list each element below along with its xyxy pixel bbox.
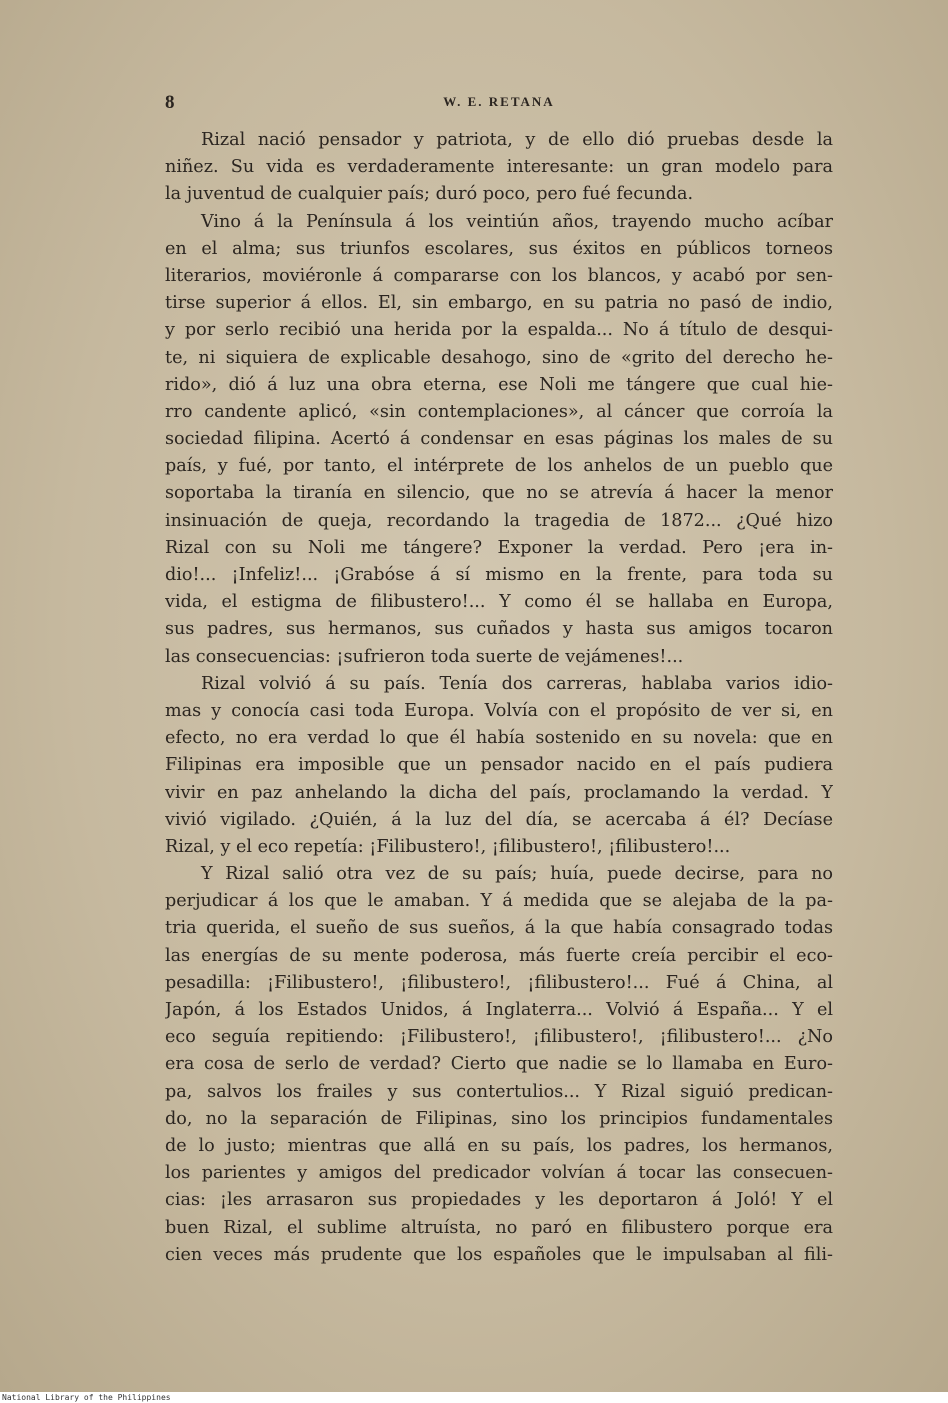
text-line: mas y conocía casi toda Europa. Volvía con el propósito de ver si, en [165,700,833,721]
text-line: los parientes y amigos del predicador volvían á tocar las consecuen- [165,1163,833,1184]
text-line: era cosa de serlo de verdad? Cierto que nadie se lo llamaba en Euro- [165,1054,833,1075]
text-line: y por serlo recibió una herida por la espalda... No á título de desqui- [165,320,833,341]
text-line: rido», dió á luz una obra eterna, ese Noli me tángere que cual hie- [165,374,833,395]
text-line: pa, salvos los frailes y sus contertulios... Y Rizal siguió predican- [165,1081,833,1102]
page-header [165,92,833,112]
text-line: Rizal, y el eco repetía: ¡Filibustero!, ¡filibustero!, ¡filibustero!... [165,836,731,857]
footer-credit: National Library of the Philippines [2,1393,171,1402]
text-line: de lo justo; mientras que allá en su país, los padres, los hermanos, [165,1135,833,1156]
text-line: Y Rizal salió otra vez de su país; huía, puede decirse, para no [201,864,833,885]
text-line: cias: ¡les arrasaron sus propiedades y les deportaron á Joló! Y el [165,1190,833,1211]
text-line: insinuación de queja, recordando la tragedia de 1872... ¿Qué hizo [165,510,833,531]
text-line: país, y fué, por tanto, el intérprete de los anhelos de un pueblo que [165,456,833,477]
text-line: dio!... ¡Infeliz!... ¡Grabóse á sí mismo en la frente, para toda su [165,565,833,585]
text-line: tria querida, el sueño de sus sueños, á la que había consagrado todas [165,918,833,939]
text-line: Japón, á los Estados Unidos, á Inglaterra... Volvió á España... Y el [165,1000,833,1020]
text-line: perjudicar á los que le amaban. Y á medida que se alejaba de la pa- [165,891,833,912]
text-line: Rizal volvió á su país. Tenía dos carreras, hablaba varios idio- [201,673,833,694]
text-line: Filipinas era imposible que un pensador nacido en el país pudiera [165,755,833,776]
text-line: buen Rizal, el sublime altruísta, no paró en filibustero porque era [165,1217,833,1238]
text-line: eco seguía repitiendo: ¡Filibustero!, ¡filibustero!, ¡filibustero!... ¿No [165,1027,833,1048]
text-line: niñez. Su vida es verdaderamente interesante: un gran modelo para [165,157,833,178]
text-line: Rizal con su Noli me tángere? Exponer la verdad. Pero ¡era in- [165,537,833,558]
text-line: pesadilla: ¡Filibustero!, ¡filibustero!, ¡filibustero!... Fué á China, al [165,972,833,993]
text-line: en el alma; sus triunfos escolares, sus éxitos en públicos torneos [165,238,833,259]
running-head: W. E. RETANA [443,94,555,109]
text-line: efecto, no era verdad lo que él había sostenido en su novela: que en [165,728,833,749]
text-line: sus padres, sus hermanos, sus cuñados y hasta sus amigos tocaron [165,619,833,640]
text-line: vida, el estigma de filibustero!... Y como él se hallaba en Europa, [165,592,833,613]
text-line: Vino á la Península á los veintiún años, trayendo mucho acíbar [201,211,833,232]
text-line: cien veces más prudente que los españoles que le impulsaban al fili- [165,1244,833,1265]
text-line: tirse superior á ellos. El, sin embargo, en su patria no pasó de indio, [165,293,833,314]
text-line: la juventud de cualquier país; duró poco, pero fué fecunda. [165,184,694,205]
text-line: las consecuencias: ¡sufrieron toda suerte de vejámenes!... [165,646,684,667]
text-line: literarios, moviéronle á compararse con los blancos, y acabó por sen- [165,265,833,286]
text-line: do, no la separación de Filipinas, sino los principios fundamentales [165,1108,833,1129]
text-line: sociedad filipina. Acertó á condensar en esas páginas los males de su [165,429,833,450]
text-line: rro candente aplicó, «sin contemplaciones», al cáncer que corroía la [165,401,833,422]
text-line: Rizal nació pensador y patriota, y de ello dió pruebas desde la [201,130,833,150]
page-number: 8 [165,92,175,113]
footer-bar [0,1392,948,1403]
body-text [165,127,833,1269]
text-line: las energías de su mente poderosa, más fuerte creía percibir el eco- [165,945,833,966]
text-line: soportaba la tiranía en silencio, que no se atrevía á hacer la menor [165,483,833,504]
text-line: vivió vigilado. ¿Quién, á la luz del día, se acercaba á él? Decíase [165,809,833,830]
text-line: vivir en paz anhelando la dicha del país, proclamando la verdad. Y [165,782,833,803]
text-line: te, ni siquiera de explicable desahogo, sino de «grito del derecho he- [165,347,833,368]
